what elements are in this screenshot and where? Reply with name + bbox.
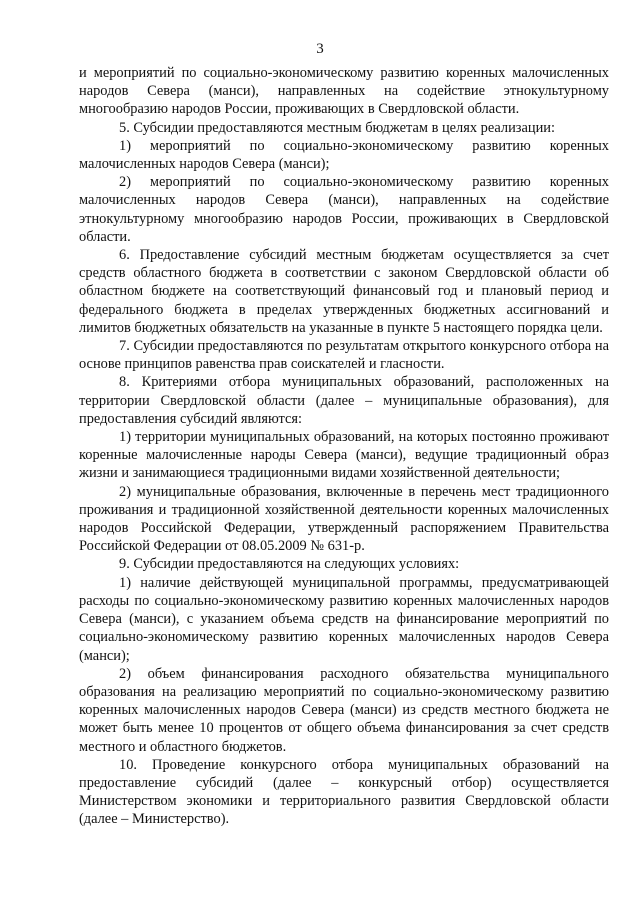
paragraph-6: 6. Предоставление субсидий местным бюджетам осуществляется за счет средств областного бюджета в соответствии с законом Свердловской области об областном бюджете на соответствующий финансовый год и плановый период и федерального бюджета в пределах утвержденных бюджетных ассигнований и лимитов бюджетных обязательств на указанные в пункте 5 настоящего порядка цели. xyxy=(79,247,609,336)
paragraph-9: 9. Субсидии предоставляются на следующих условиях: xyxy=(119,556,460,573)
paragraph-10: 10. Проведение конкурсного отбора муниципальных образований на предоставление субсидий (далее – конкурсный отбор) осуществляется Министерством экономики и территориального развития Свердловской области (далее – Министерство). xyxy=(79,756,609,828)
paragraph-5: 5. Субсидии предоставляются местным бюджетам в целях реализации: xyxy=(119,119,555,136)
paragraph-8: 8. Критериями отбора муниципальных образований, расположенных на территории Свердловской области (далее – муниципальные образования), для предоставления субсидий являются: xyxy=(79,374,609,427)
paragraph-5-item-2: 2) мероприятий по социально-экономическому развитию коренных малочисленных народов Севера (манси), направленных на содействие этнокультурному многообразию народов России, проживающих в Свердловской области. xyxy=(79,174,609,245)
paragraph-8-item-2: 2) муниципальные образования, включенные в перечень мест традиционного проживания и традиционной хозяйственной деятельности коренных малочисленных народов Российской Федерации, утвержденный распоряжением Правительства Российской Федерации от 08.05.2009 № 631-р. xyxy=(79,483,609,555)
page-number: 3 xyxy=(316,41,324,57)
paragraph-9-item-2: 2) объем финансирования расходного обязательства муниципального образования на реализацию мероприятий по социально-экономическому развитию коренных малочисленных народов Севера (манси) из средств местного бюджета не может быть менее 10 процентов от общего объема финансирования за счет средств местного и областного бюджетов. xyxy=(79,665,609,755)
paragraph-9-item-1: 1) наличие действующей муниципальной программы, предусматривающей расходы по социально-экономическому развитию коренных малочисленных народов Севера (манси), с указанием объема средств на финансирование мероприятий по социально-экономическому развитию коренных малочисленных народов Севера (манси); xyxy=(79,574,609,664)
paragraph-7: 7. Субсидии предоставляются по результатам открытого конкурсного отбора на основе принципов равенства прав соискателей и гласности. xyxy=(79,338,609,373)
paragraph-5-item-1: 1) мероприятий по социально-экономическому развитию коренных малочисленных народов Севера (манси); xyxy=(79,137,609,173)
paragraph-continuation: и мероприятий по социально-экономическому развитию коренных малочисленных народов Севера (манси), направленных на содействие этнокультурному многообразию народов России, проживающих в Свердловской области. xyxy=(79,65,609,118)
document-body xyxy=(79,64,609,829)
paragraph-8-item-1: 1) территории муниципальных образований, на которых постоянно проживают коренные малочисленные народы Севера (манси), ведущие традиционный образ жизни и занимающиеся традиционными видами хозяйственной деятельности; xyxy=(79,429,609,482)
